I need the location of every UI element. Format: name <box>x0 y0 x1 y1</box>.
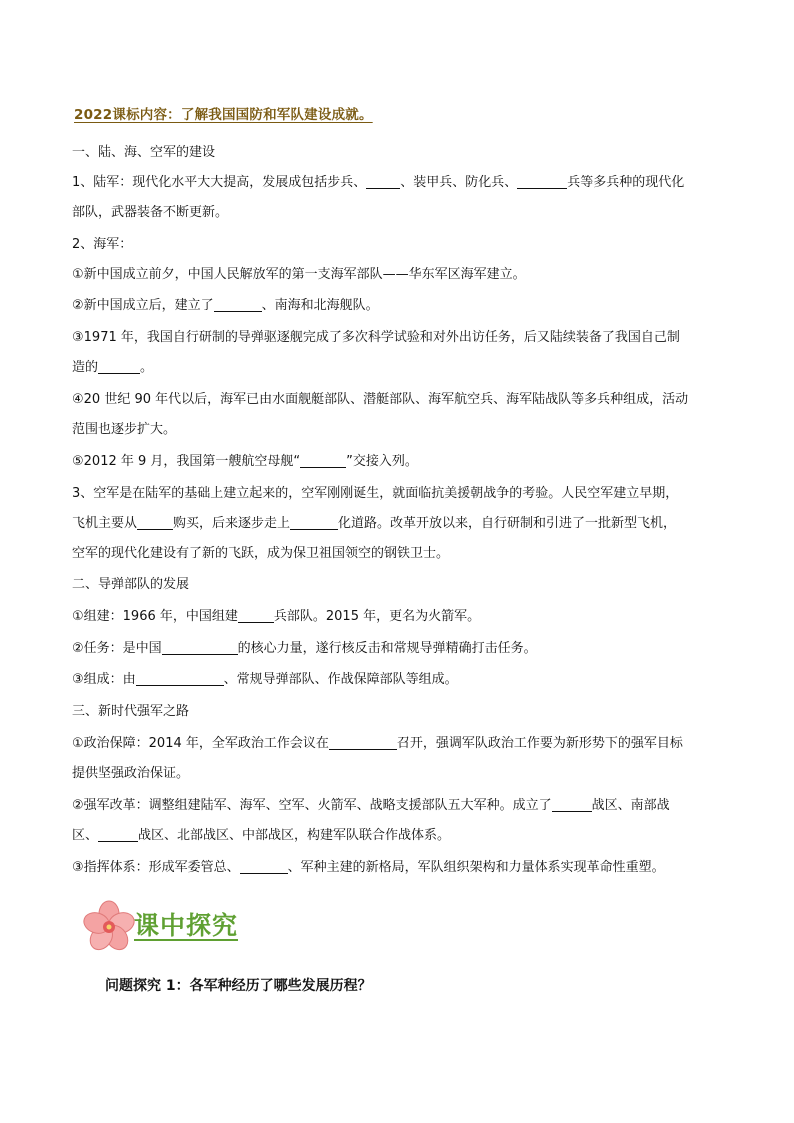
navy-item-3-cont: 造的 。 <box>72 360 154 375</box>
navy-item-3: ③1971 年，我国自行研制的导弹驱逐舰完成了多次科学试验和对外出访任务，后又陆续装备了我国自己制 <box>72 330 680 345</box>
fill-blank <box>366 174 400 189</box>
fill-blank <box>290 515 338 530</box>
airforce-paragraph-end: 空军的现代化建设有了新的飞跃，成为保卫祖国领空的钢铁卫士。 <box>72 546 450 561</box>
question-explore-1: 问题探究 1：各军种经历了哪些发展历程？ <box>105 978 372 994</box>
fill-blank <box>214 297 262 312</box>
fill-blank <box>136 671 224 686</box>
navy-item-2: ②新中国成立后，建立了 、南海和北海舰队。 <box>72 298 379 313</box>
navy-item-1: ①新中国成立前夕，中国人民解放军的第一支海军部队——华东军区海军建立。 <box>72 267 526 282</box>
airforce-paragraph: 3、空军是在陆军的基础上建立起来的，空军刚刚诞生，就面临抗美援朝战争的考验。人民空军建立早期， <box>72 486 679 501</box>
in-class-exploration-banner <box>82 898 262 958</box>
banner-title: 课中探究 <box>134 911 239 940</box>
strong-army-item-2: ②强军改革：调整组建陆军、海军、空军、火箭军、战略支援部队五大军种。成立了 战区、南部战 <box>72 798 670 813</box>
fill-blank <box>240 859 288 874</box>
fill-blank <box>238 608 274 623</box>
fill-blank <box>552 797 592 812</box>
missile-item-1: ①组建：1966 年，中国组建 兵部队。2015 年，更名为火箭军。 <box>72 609 481 624</box>
strong-army-item-3: ③指挥体系：形成军委管总、 、军种主建的新格局，军队组织架构和力量体系实现革命性重塑。 <box>72 860 665 875</box>
section-3-title: 三、新时代强军之路 <box>72 704 190 719</box>
strong-army-item-1-cont: 提供坚强政治保证。 <box>72 766 190 781</box>
navy-title: 2、海军： <box>72 237 133 252</box>
fill-blank <box>137 515 173 530</box>
army-paragraph-cont: 部队，武器装备不断更新。 <box>72 205 229 220</box>
airforce-paragraph-cont: 飞机主要从 购买，后来逐步走上 化道路。改革开放以来，自行研制和引进了一批新型飞机， <box>72 516 677 531</box>
fill-blank <box>517 174 567 189</box>
missile-item-3: ③组成：由 、常规导弹部队、作战保障部队等组成。 <box>72 672 458 687</box>
strong-army-item-1: ①政治保障：2014 年，全军政治工作会议在 召开，强调军队政治工作要为新形势下的强军目标 <box>72 736 683 751</box>
section-1-title: 一、陆、海、空军的建设 <box>72 145 216 160</box>
missile-item-2: ②任务：是中国 的核心力量，遂行核反击和常规导弹精确打击任务。 <box>72 641 537 656</box>
navy-item-4-cont: 范围也逐步扩大。 <box>72 422 177 437</box>
army-paragraph: 1、陆军：现代化水平大大提高，发展成包括步兵、 、装甲兵、防化兵、 兵等多兵种的现代化 <box>72 175 685 190</box>
navy-item-5: ⑤2012 年 9 月，我国第一艘航空母舰“ ”交接入列。 <box>72 454 418 469</box>
section-2-title: 二、导弹部队的发展 <box>72 577 190 592</box>
strong-army-item-2-cont: 区、 战区、北部战区、中部战区，构建军队联合作战体系。 <box>72 828 451 843</box>
curriculum-standard-heading: 2022课标内容：了解我国国防和军队建设成就。 <box>74 107 373 123</box>
fill-blank <box>300 453 346 468</box>
navy-item-4: ④20 世纪 90 年代以后，海军已由水面舰艇部队、潜艇部队、海军航空兵、海军陆战队等多兵种组成，活动 <box>72 392 689 407</box>
fill-blank <box>98 827 138 842</box>
fill-blank <box>162 640 238 655</box>
fill-blank <box>329 735 397 750</box>
flower-icon <box>82 898 136 956</box>
fill-blank <box>98 359 140 374</box>
